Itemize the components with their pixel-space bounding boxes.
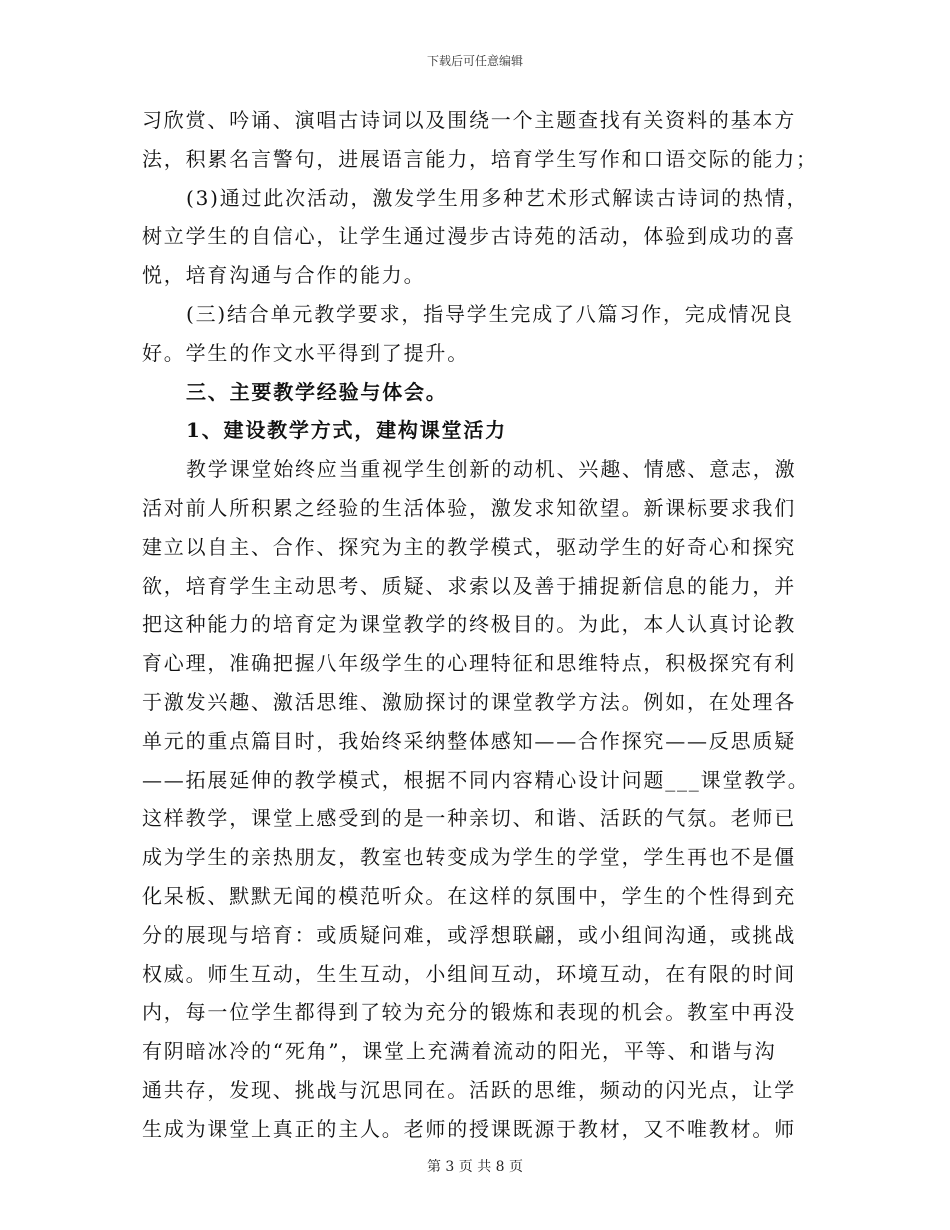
paragraph-line: (3)通过此次活动，激发学生用多种艺术形式解读古诗词的热情， (186, 185, 809, 210)
paragraph-line: 于激发兴趣、激活思维、激励探讨的课堂教学方法。例如，在处理各 (142, 689, 796, 714)
paragraph-line: 化呆板、默默无闻的模范听众。在这样的氛围中，学生的个性得到充 (142, 883, 796, 908)
paragraph-line: 这样教学，课堂上感受到的是一种亲切、和谐、活跃的气氛。老师已 (142, 806, 796, 831)
paragraph-line: 育心理，准确把握八年级学生的心理特征和思维特点，积极探究有利 (142, 651, 796, 676)
paragraph-line: 欲，培育学生主动思考、质疑、求索以及善于捕捉新信息的能力，并 (142, 573, 796, 598)
section-heading: 三、主要教学经验与体会。 (186, 379, 448, 404)
page-number: 第 3 页 共 8 页 (426, 1159, 524, 1175)
paragraph-line: 权威。师生互动，生生互动，小组间互动，环境互动，在有限的时间 (142, 961, 796, 986)
paragraph-line: 建立以自主、合作、探究为主的教学模式，驱动学生的好奇心和探究 (142, 534, 796, 559)
section-heading: 1、建设教学方式，建构课堂活力 (186, 418, 507, 443)
document-body (142, 101, 818, 1149)
page-header: 下载后可任意编辑 (426, 54, 523, 68)
paragraph-line: 内，每一位学生都得到了较为充分的锻炼和表现的机会。教室中再没 (142, 1000, 796, 1025)
paragraph-line: 悦，培育沟通与合作的能力。 (142, 263, 426, 288)
paragraph-line: 分的展现与培育：或质疑问难，或浮想联翩，或小组间沟通，或挑战 (142, 922, 796, 947)
paragraph-line: 成为学生的亲热朋友，教室也转变成为学生的学堂，学生再也不是僵 (142, 845, 796, 870)
paragraph-line: 法，积累名言警句，进展语言能力，培育学生写作和口语交际的能力； (142, 146, 818, 171)
paragraph-line: 活对前人所积累之经验的生活体验，激发求知欲望。新课标要求我们 (142, 495, 796, 520)
paragraph-line: (三)结合单元教学要求，指导学生完成了八篇习作，完成情况良 (186, 301, 794, 326)
paragraph-line: 习欣赏、吟诵、演唱古诗词以及围绕一个主题查找有关资料的基本方 (142, 108, 796, 132)
paragraph-line: 生成为课堂上真正的主人。老师的授课既源于教材，又不唯教材。师 (142, 1116, 796, 1141)
paragraph-line: 单元的重点篇目时，我始终采纳整体感知——合作探究——反思质疑 (142, 728, 796, 753)
paragraph-line: 有阴暗冰冷的“死角”，课堂上充满着流动的阳光，平等、和谐与沟 (142, 1039, 777, 1064)
paragraph-line: 通共存，发现、挑战与沉思同在。活跃的思维，频动的闪光点，让学 (142, 1077, 796, 1102)
paragraph-line: ——拓展延伸的教学模式，根据不同内容精心设计问题___课堂教学。 (142, 767, 810, 792)
paragraph-line: 树立学生的自信心，让学生通过漫步古诗苑的活动，体验到成功的喜 (142, 224, 796, 249)
paragraph-line: 好。学生的作文水平得到了提升。 (142, 340, 469, 365)
paragraph-line: 把这种能力的培育定为课堂教学的终极目的。为此，本人认真讨论教 (142, 612, 796, 637)
paragraph-line: 教学课堂始终应当重视学生创新的动机、兴趣、情感、意志，激 (186, 457, 797, 482)
